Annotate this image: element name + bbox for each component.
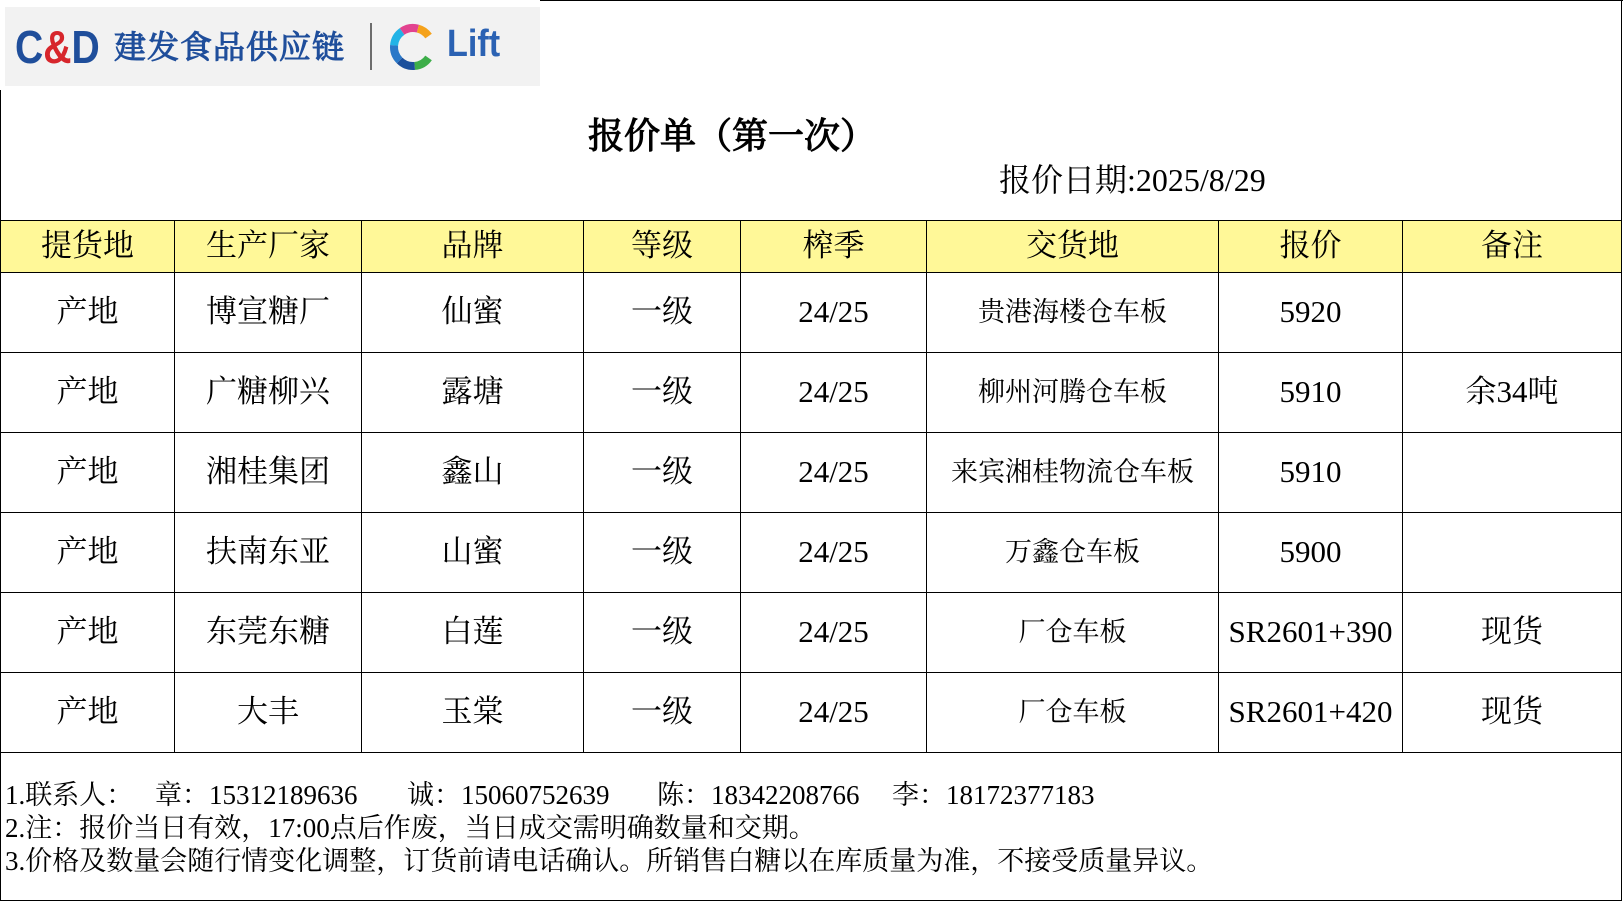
company-logo [5, 7, 540, 86]
column-header-season: 榨季 [741, 221, 927, 273]
quality-note: 3.价格及数量会随行情变化调整，订货前请电话确认。所销售白糖以在库质量为准，不接受质量异议。 [5, 846, 1214, 876]
cell-pickup-location: 产地 [1, 593, 175, 673]
contact-entry: 陈：18342208766 [657, 780, 860, 810]
quote-date-label: 报价日期: [999, 162, 1136, 198]
cell-manufacturer: 湘桂集团 [175, 433, 362, 513]
validity-note: 2.注：报价当日有效，17:00点后作废，当日成交需明确数量和交期。 [5, 813, 816, 843]
cell-pickup-location: 产地 [1, 353, 175, 433]
cell-brand: 玉棠 [362, 673, 584, 753]
cell-pickup-location: 产地 [1, 513, 175, 593]
logo-ampersand: & [43, 21, 72, 73]
cell-price: 5910 [1219, 433, 1403, 513]
cell-price: 5920 [1219, 273, 1403, 353]
cell-remark [1403, 433, 1622, 513]
cell-remark: 余34吨 [1403, 353, 1622, 433]
cell-remark [1403, 513, 1622, 593]
cell-grade: 一级 [584, 673, 741, 753]
cell-brand: 露塘 [362, 353, 584, 433]
lift-wordmark: Lift [447, 23, 501, 65]
cell-brand: 山蜜 [362, 513, 584, 593]
table-row [1, 353, 1622, 433]
contact-entry: 章：15312189636 [155, 780, 358, 810]
notes-section [5, 779, 1605, 878]
cell-season: 24/25 [741, 513, 927, 593]
cell-season: 24/25 [741, 593, 927, 673]
cell-grade: 一级 [584, 433, 741, 513]
cell-season: 24/25 [741, 273, 927, 353]
cell-price: SR2601+420 [1219, 673, 1403, 753]
cell-pickup-location: 产地 [1, 673, 175, 753]
quote-date [999, 164, 1266, 196]
company-name: 建发食品供应链 [114, 29, 346, 65]
cell-delivery-location: 万鑫仓车板 [927, 513, 1219, 593]
column-header-grade: 等级 [584, 221, 741, 273]
cell-season: 24/25 [741, 433, 927, 513]
contact-entry: 诚：15060752639 [407, 780, 610, 810]
cell-price: 5900 [1219, 513, 1403, 593]
cell-brand: 白莲 [362, 593, 584, 673]
cell-grade: 一级 [584, 353, 741, 433]
cell-season: 24/25 [741, 673, 927, 753]
table-row [1, 593, 1622, 673]
quote-date-value: 2025/8/29 [1135, 162, 1266, 198]
column-header-manufacturer: 生产厂家 [175, 221, 362, 273]
cell-manufacturer: 扶南东亚 [175, 513, 362, 593]
cell-manufacturer: 广糖柳兴 [175, 353, 362, 433]
cell-delivery-location: 来宾湘桂物流仓车板 [927, 433, 1219, 513]
cell-manufacturer: 大丰 [175, 673, 362, 753]
cell-brand: 仙蜜 [362, 273, 584, 353]
cell-pickup-location: 产地 [1, 273, 175, 353]
logo-letter-c: C [15, 21, 44, 73]
lift-ring-icon [388, 23, 440, 71]
column-header-delivery-location: 交货地 [927, 221, 1219, 273]
table-row [1, 673, 1622, 753]
frame-top-border [540, 0, 1623, 1]
cell-grade: 一级 [584, 273, 741, 353]
cell-season: 24/25 [741, 353, 927, 433]
frame-bottom-border [0, 900, 1622, 901]
cell-price: SR2601+390 [1219, 593, 1403, 673]
column-header-remark: 备注 [1403, 221, 1622, 273]
cell-brand: 鑫山 [362, 433, 584, 513]
logo-divider [370, 23, 372, 70]
table-row [1, 433, 1622, 513]
cell-grade: 一级 [584, 593, 741, 673]
cell-manufacturer: 东莞东糖 [175, 593, 362, 673]
cell-delivery-location: 厂仓车板 [927, 593, 1219, 673]
cell-remark: 现货 [1403, 593, 1622, 673]
table-row [1, 513, 1622, 593]
cell-pickup-location: 产地 [1, 433, 175, 513]
cell-grade: 一级 [584, 513, 741, 593]
logo-letter-d: D [71, 21, 100, 73]
contacts-label: 1.联系人： [5, 780, 134, 810]
column-header-brand: 品牌 [362, 221, 584, 273]
column-header-pickup-location: 提货地 [1, 221, 175, 273]
cell-price: 5910 [1219, 353, 1403, 433]
cell-remark [1403, 273, 1622, 353]
table-header-row [1, 221, 1622, 273]
cell-delivery-location: 贵港海楼仓车板 [927, 273, 1219, 353]
column-header-price: 报价 [1219, 221, 1403, 273]
cell-delivery-location: 厂仓车板 [927, 673, 1219, 753]
cell-manufacturer: 博宣糖厂 [175, 273, 362, 353]
page-title: 报价单（第一次） [588, 116, 877, 156]
cell-remark: 现货 [1403, 673, 1622, 753]
contact-entry: 李：18172377183 [892, 780, 1095, 810]
contacts-line [5, 779, 1605, 812]
quote-table [0, 220, 1622, 753]
cd-logo-mark [15, 21, 100, 73]
table-row [1, 273, 1622, 353]
cell-delivery-location: 柳州河腾仓车板 [927, 353, 1219, 433]
